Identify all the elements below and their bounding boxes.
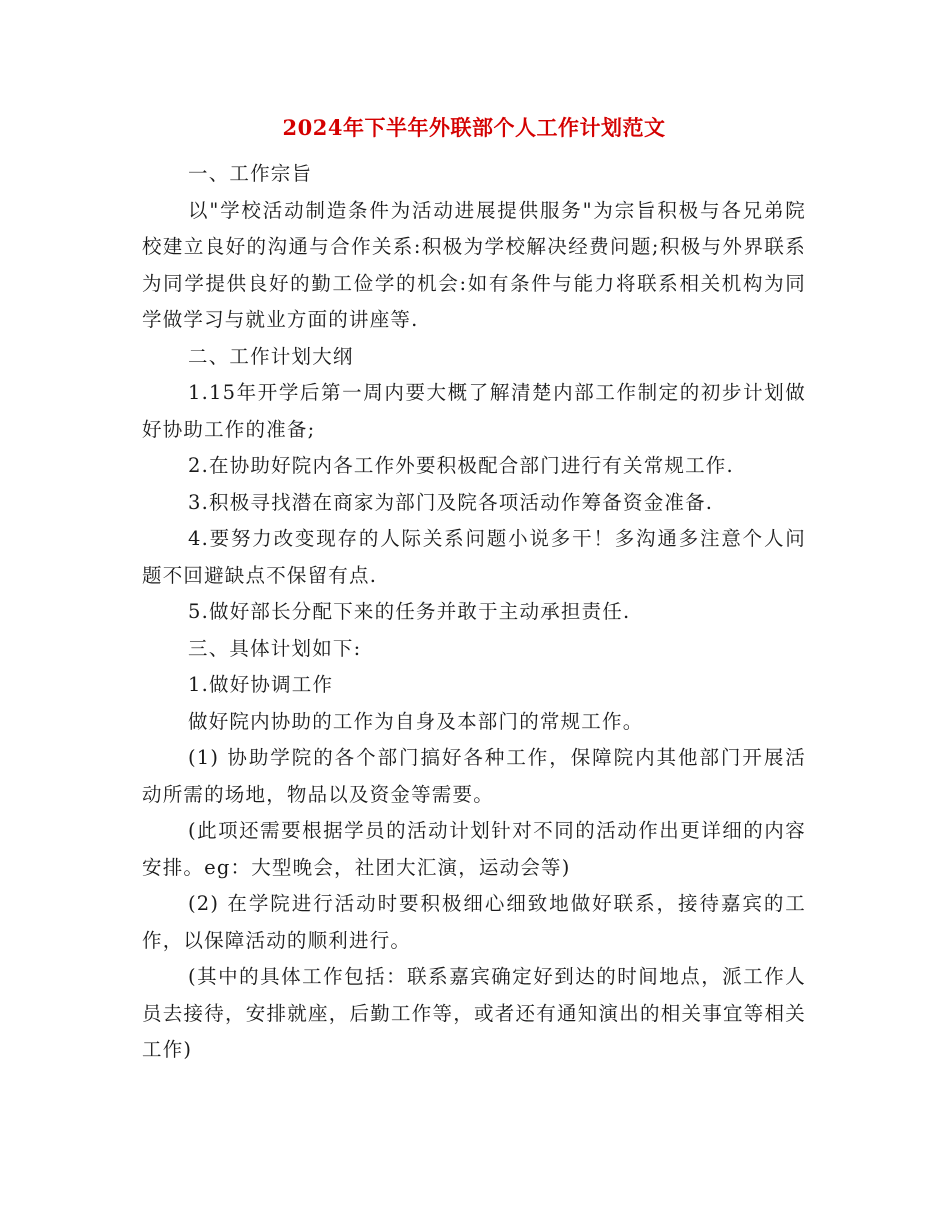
- document-page: [142, 112, 806, 1069]
- section-heading-plan: 三、具体计划如下:: [188, 636, 362, 660]
- plan-item-2: (2) 在学院进行活动时要积极细心细致地做好联系，接待嘉宾的工作，以保障活动的顺利进行。: [142, 892, 806, 952]
- plan-note-1: (此项还需要根据学员的活动计划针对不同的活动作出更详细的内容安排。eg：大型晚会，社团大汇演，运动会等): [142, 819, 806, 879]
- outline-item-3: 3.积极寻找潜在商家为部门及院各项活动作筹备资金准备.: [188, 490, 714, 514]
- outline-item-5: 5.做好部长分配下来的任务并敢于主动承担责任.: [188, 600, 631, 623]
- paragraph-purpose: 以"学校活动制造条件为活动进展提供服务"为宗旨积极与各兄弟院校建立良好的沟通与合作关系:积极为学校解决经费问题;积极与外界联系为同学提供良好的勤工俭学的机会:如有条件与能力将联系相关机构为同学做学习与就业方面的讲座等.: [142, 198, 806, 331]
- section-heading-purpose: 一、工作宗旨: [188, 162, 313, 185]
- plan-subheading-coordination: 1.做好协调工作: [188, 673, 334, 696]
- plan-item-1: (1) 协助学院的各个部门搞好各种工作，保障院内其他部门开展活动所需的场地，物品以及资金等需要。: [142, 746, 806, 806]
- document-title: 2024年下半年外联部个人工作计划范文: [282, 115, 666, 140]
- section-heading-outline: 二、工作计划大纲: [188, 344, 354, 368]
- outline-item-2: 2.在协助好院内各工作外要积极配合部门进行有关常规工作.: [188, 454, 734, 477]
- outline-item-4: 4.要努力改变现存的人际关系问题小说多干！多沟通多注意个人问题不回避缺点不保留有点.: [142, 527, 806, 587]
- outline-item-1: 1.15年开学后第一周内要大概了解清楚内部工作制定的初步计划做好协助工作的准备;: [142, 381, 806, 441]
- plan-paragraph-coordination: 做好院内协助的工作为自身及本部门的常规工作。: [188, 709, 644, 733]
- plan-note-2: (其中的具体工作包括：联系嘉宾确定好到达的时间地点，派工作人员去接待，安排就座，后勤工作等，或者还有通知演出的相关事宜等相关工作): [142, 965, 806, 1061]
